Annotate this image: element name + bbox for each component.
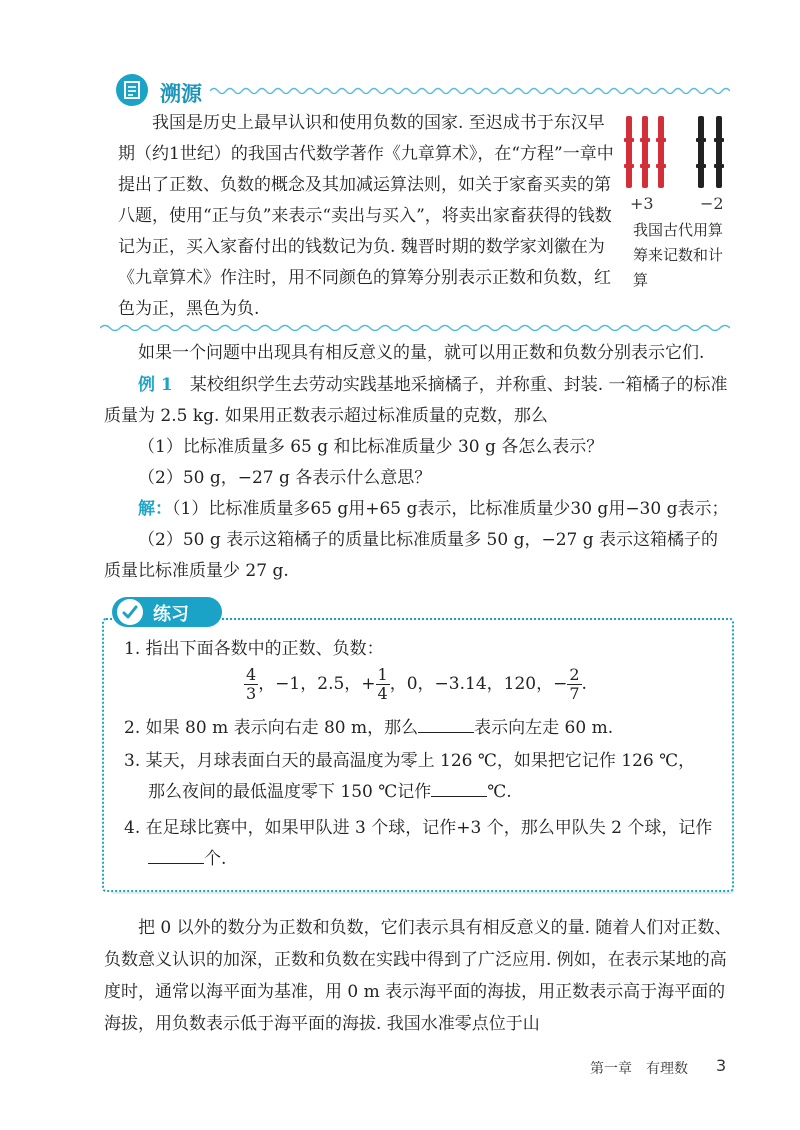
solution-2: （2）50 g 表示这箱橘子的质量比标准质量多 50 g，−27 g 表示这箱橘子的质量比标准质量少 27 g. <box>104 530 719 581</box>
solution-1-text: （1）比标准质量多65 g用+65 g表示，比标准质量少30 g用−30 g表示； <box>172 499 729 519</box>
wave-divider-bottom <box>100 322 730 334</box>
example-label: 例 1 <box>138 375 173 395</box>
exercise-item-4: 4. 在足球比赛中，如果甲队进 3 个球，记作+3 个，那么甲队失 2 个球，记作 <box>124 818 713 838</box>
fraction-2-7: $\frac{2}{7}$ <box>569 665 580 703</box>
fraction-4-3: $\frac{4}{3}$ <box>246 665 257 703</box>
exercise-item-3: 3. 某天，月球表面白天的最高温度为零上 126 ℃，如果把它记作 126 ℃， <box>124 751 696 771</box>
solution-label: 解： <box>138 499 172 519</box>
exercise-icon <box>117 599 143 625</box>
solution-1 <box>104 494 734 525</box>
fraction-1-4: $\frac{1}{4}$ <box>377 665 388 703</box>
wave-divider-top <box>210 85 730 97</box>
rod-negative-label: −2 <box>700 194 724 213</box>
page-number: 3 <box>716 1056 727 1075</box>
source-icon <box>116 74 148 106</box>
exercise-item-2: 2. 如果 80 m 表示向右走 80 m，那么 表示向左走 60 m. <box>124 713 724 744</box>
question-1: （1）比标准质量多 65 g 和比标准质量少 30 g 各怎么表示？ <box>138 437 604 457</box>
rods-caption: 我国古代用算筹来记数和计算 <box>633 221 724 289</box>
intro-paragraph: 如果一个问题中出现具有相反意义的量，就可以用正数和负数分别表示它们. <box>138 343 705 363</box>
rod-positive-label: +3 <box>630 194 654 213</box>
exercise-item-4-cont: 个. <box>148 844 718 875</box>
example-text: 某校组织学生去劳动实践基地采摘橘子，并称重、封装. 一箱橘子的标准质量为 2.5 kg. 如果用正数表示超过标准质量的克数，那么 <box>104 375 728 426</box>
exercise-item-1: 1. 指出下面各数中的正数、负数： <box>124 639 384 659</box>
chapter-footer: 第一章 有理数 <box>590 1061 688 1077</box>
closing-paragraph: 把 0 以外的数分为正数和负数，它们表示具有相反意义的量. 随着人们对正数、负数意义认识的加深，正数和负数在实践中得到了广泛应用. 例如，在表示某地的高度时，通常以海平面为基准，用 0 m 表示海平面的海拔，用正数表示高于海平面的海拔，用负数表示低于海平面的海拔. 我国水准零点位于山 <box>104 918 732 1034</box>
red-rods <box>624 116 666 188</box>
answer-blank-4[interactable] <box>148 845 204 864</box>
section-title-suyuan: 溯源 <box>160 82 202 106</box>
exercise-item-3-cont: 那么夜间的最低温度零下 150 ℃记作 ℃. <box>148 777 718 808</box>
answer-blank-2[interactable] <box>418 714 474 733</box>
counting-rods-illustration <box>620 114 736 190</box>
example-1 <box>104 370 734 432</box>
exercise-title: 练习 <box>153 604 189 625</box>
black-rods <box>696 116 724 188</box>
answer-blank-3[interactable] <box>431 778 487 797</box>
suyuan-paragraph: 我国是历史上最早认识和使用负数的国家. 至迟成书于东汉早期（约1世纪）的我国古代数学著作《九章算术》，在“方程”一章中提出了正数、负数的概念及其加减运算法则，如关于家畜买卖的第八题，使用“正与负”来表示“卖出与买入”，将卖出家畜获得的钱数记为正，买入家畜付出的钱数记为负. 魏晋时期的数学家刘徽在为《九章算术》作注时，用不同颜色的算筹分别表示正数和负数，红色为正，黑色为负. <box>118 113 614 319</box>
exercise-numbers: $\frac{4}{3}$ ，−1，2.5，+ $\frac{1}{4}$ ，0，−3.14，120，− $\frac{2}{7}$ . <box>246 665 587 703</box>
question-2: （2）50 g，−27 g 各表示什么意思？ <box>138 468 432 488</box>
